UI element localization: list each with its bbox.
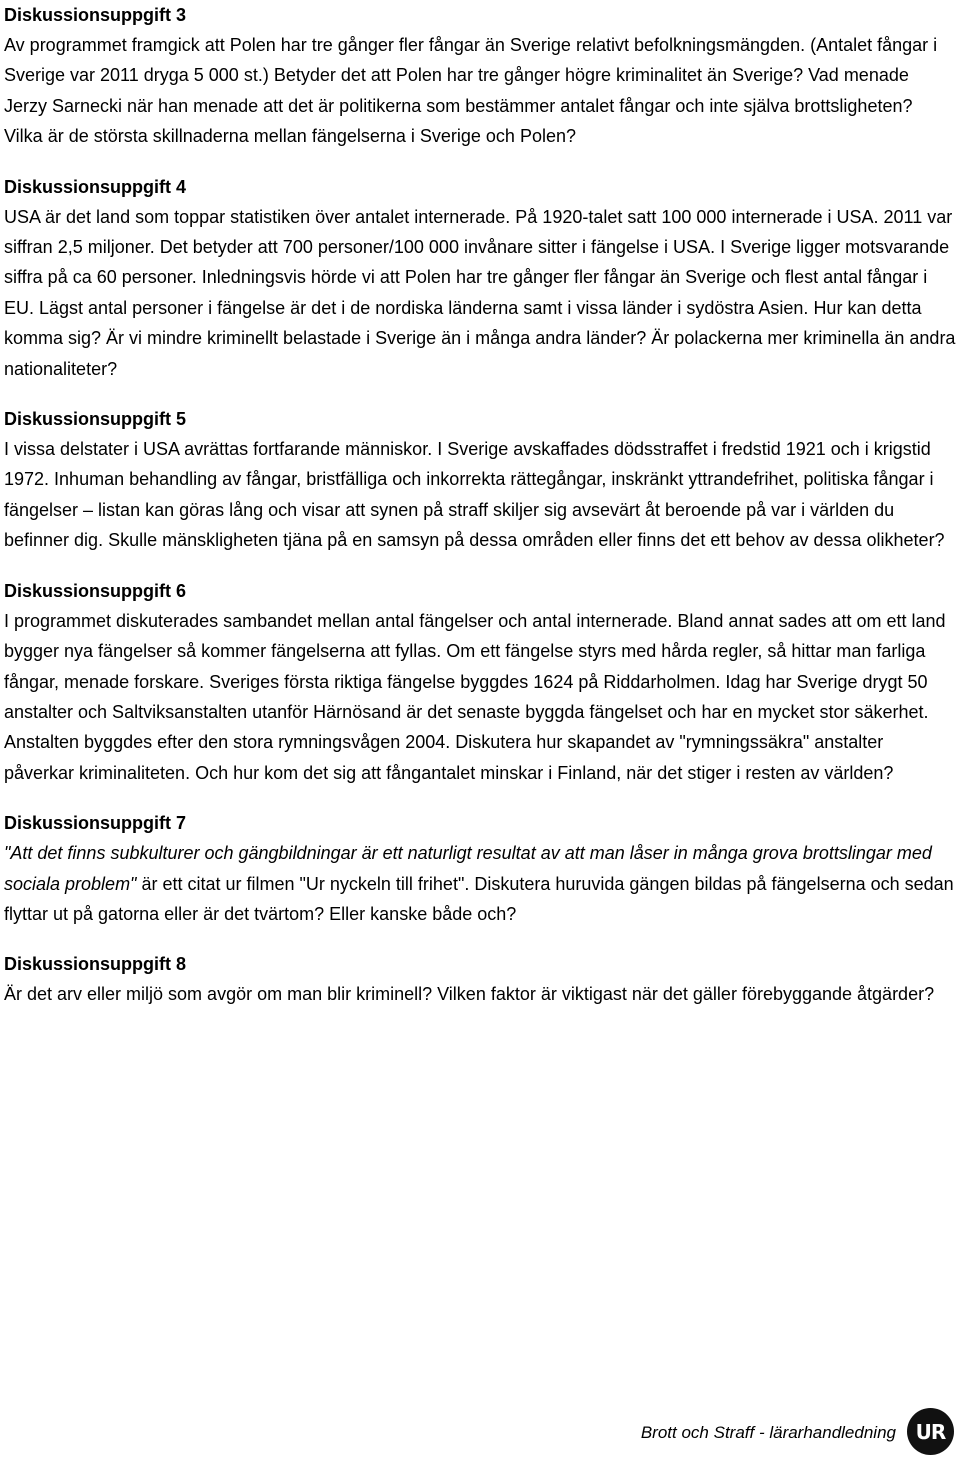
footer-title: Brott och Straff - lärarhandledning [640,1423,896,1442]
quote-continuation: är ett citat ur filmen "Ur nyckeln till frihet". Diskutera huruvida gängen bildas på fängelserna och sedan flyttar ut på gatorna eller är det tvärtom? Eller kanske både och? [4,873,954,924]
section-7 [4,808,956,929]
ur-logo: UR [907,1408,954,1455]
section-text: I vissa delstater i USA avrättas fortfarande människor. I Sverige avskaffades dödsstraffet i fredstid 1921 och i krigstid 1972. Inhuman behandling av fångar, bristfälliga och inkorrekta rättegångar, inskränkt yttrandefrihet, politiska fångar i fängelser – listan kan göras lång och visar att synen på straff skiljer sig avsevärt åt beroende på var i världen du befinner dig. Skulle mänskligheten tjäna på en samsyn på dessa områden eller finns det ett behov av dessa olikheter? [4,439,945,551]
section-heading: Diskussionsuppgift 7 [4,813,187,834]
section-3 [4,0,956,152]
section-heading: Diskussionsuppgift 8 [4,954,187,975]
document-page [4,0,956,1030]
section-8 [4,949,956,1009]
film-quote: "Att det finns subkulturer och gängbildningar är ett naturligt resultat av att man låser in många grova brottslingar med sociala problem" [4,843,932,894]
section-6 [4,576,956,788]
section-heading: Diskussionsuppgift 6 [4,580,187,601]
section-5 [4,404,956,556]
section-text: Av programmet framgick att Polen har tre gånger fler fångar än Sverige relativt befolkningsmängden. (Antalet fångar i Sverige var 2011 dryga 5 000 st.) Betyder det att Polen har tre gånger högre kriminalitet än Sverige? Vad menade Jerzy Sarnecki när han menade att det är politikerna som bestämmer antalet fångar och inte själva brottsligheten? Vilka är de största skillnaderna mellan fängelserna i Sverige och Polen? [4,35,938,147]
section-text [4,838,956,929]
section-text: USA är det land som toppar statistiken över antalet internerade. På 1920-talet satt 100 000 internerade i USA. 2011 var siffran 2,5 miljoner. Det betyder att 700 personer/100 000 invånare sitter i fängelse i USA. I Sverige ligger motsvarande siffra på ca 60 personer. Inledningsvis hörde vi att Polen har tre gånger fler fångar än Sverige och flest antal fångar i EU. Lägst antal personer i fängelse är det i de nordiska länderna samt i vissa länder i sydöstra Asien. Hur kan detta komma sig? Är vi mindre kriminellt belastade i Sverige än i många andra länder? Är polackerna mer kriminella än andra nationaliteter? [4,206,956,379]
section-heading: Diskussionsuppgift 4 [4,176,187,197]
section-text: I programmet diskuterades sambandet mellan antal fängelser och antal internerade. Bland annat sades att om ett land bygger nya fängelser så kommer fängelserna att fyllas. Om ett fängelse styrs med hårda regler, så hittar man farliga fångar, menade forskare. Sveriges första riktiga fängelse byggdes 1624 på Riddarholmen. Idag har Sverige drygt 50 anstalter och Saltviksanstalten utanför Härnösand är det senaste byggda fängelset och har en mycket stor säkerhet. Anstalten byggdes efter den stora rymningsvågen 2004. Diskutera hur skapandet av "rymningssäkra" anstalter påverkar kriminaliteten. Och hur kom det sig att fångantalet minskar i Finland, när det stiger i resten av världen? [4,610,946,783]
section-text: Är det arv eller miljö som avgör om man blir kriminell? Vilken faktor är viktigast när det gäller förebyggande åtgärder? [4,984,935,1005]
section-4 [4,172,956,384]
section-heading: Diskussionsuppgift 5 [4,409,187,430]
section-heading: Diskussionsuppgift 3 [4,5,187,25]
